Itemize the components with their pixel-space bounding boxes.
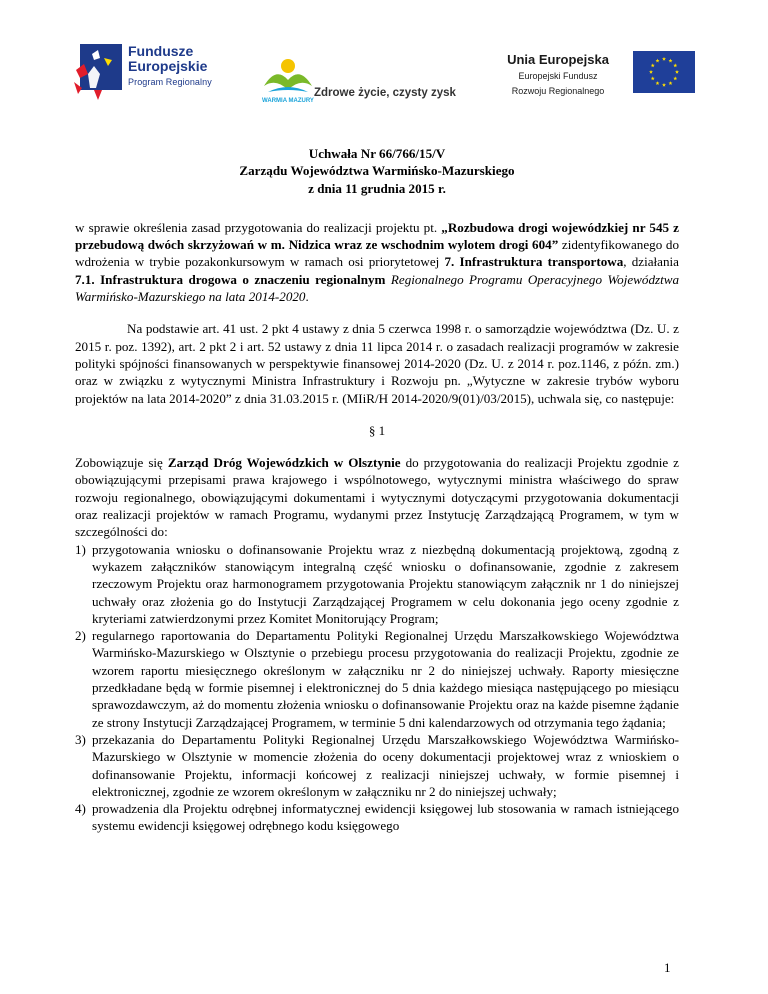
eu-logo-text xyxy=(496,52,620,97)
list-item xyxy=(75,627,679,731)
intro-text-1: Zobowiązuje się xyxy=(75,455,168,471)
document-body xyxy=(75,145,679,835)
list-item xyxy=(75,541,679,627)
subject-text-2: zidentyfikowanego do wdrożenia w trybie pozakonkursowym w ramach osi priorytetowej xyxy=(75,237,679,270)
warmia-mazury-icon xyxy=(258,52,318,108)
subject-text-1: w sprawie określenia zasad przygotowania do realizacji projektu pt. xyxy=(75,219,442,235)
doc-title-number: Uchwała Nr 66/766/15/V xyxy=(308,146,446,161)
list-item-number: 2) xyxy=(75,628,86,644)
list-item-text: prowadzenia dla Projektu odrębnej informatycznej ewidencji księgowej lub stosowania w ramach istniejącego systemu ewidencji księgowej odrębnego kodu księgowego xyxy=(92,801,679,834)
doc-title-date: z dnia 11 grudnia 2015 r. xyxy=(308,180,446,196)
list-item-text: przekazania do Departamentu Polityki Regionalnej Urzędu Marszałkowskiego Województwa Warmińsko-Mazurskiego w Olsztynie w momencie złożenia do oceny dokumentacji projektowej wraz z wnioskiem o dofinansowanie Projektu, informacji końcowej z realizacji niniejszej uchwały, w formie pisemnej i elektronicznej, zgodnie ze wzorem określonym w załączniku nr 2 do niniejszej uchwały; xyxy=(92,731,679,799)
fe-logo-line1: Fundusze xyxy=(128,43,194,59)
warmia-mazury-logo xyxy=(258,52,318,108)
section-1-intro xyxy=(75,454,679,540)
doc-subject xyxy=(75,219,679,305)
wm-mark-text: WARMIA MAZURY xyxy=(262,98,314,104)
subject-text-3: , działania xyxy=(623,254,679,270)
doc-title-issuer: Zarządu Województwa Warmińsko-Mazurskiego xyxy=(239,163,515,179)
list-item-text: przygotowania wniosku o dofinansowanie Projektu wraz z niezbędną dokumentacją projektową, zgodną z wykazem załączników stanowiącym integralną część wniosku o dofinansowanie, zgodnie z zakresem rzeczowym Projektu oraz harmonogramem przygotowania Projektu stanowiącym załącznik nr 1 do niniejszej uchwały oraz złożenia go do Instytucji Zarządzającej Programem w celu dokonania jego oceny zgodnie z kryteriami zatwierdzonymi przez Komitet Monitorujący Program; xyxy=(92,541,679,626)
subject-programme: Regionalnego Programu Operacyjnego Województwa Warmińsko-Mazurskiego na lata 2014-2020 xyxy=(75,271,680,305)
fe-stars-icon xyxy=(74,44,122,102)
list-item xyxy=(75,731,679,800)
subject-project-title: „Rozbudowa drogi wojewódzkiej nr 545 z przebudową dwóch skrzyżowań w m. Nidzica wraz ze wschodnim wylotem drogi 604” xyxy=(75,219,679,253)
obligations-list xyxy=(75,541,679,835)
logo-bar xyxy=(0,0,768,130)
list-item-text: regularnego raportowania do Departamentu Polityki Regionalnej Urzędu Marszałkowskiego Województwa Warmińsko-Mazurskiego w Olsztynie o przebiegu procesu przygotowania do realizacji Projektu, zgodnie ze wzorem raportu miesięcznego określonym w załączniku nr 2 do niniejszej uchwały. Raporty miesięczne przedkładane będą w formie pisemnej i elektronicznej do 5 dnia każdego miesiąca następującego po miesiącu sprawozdawczym, aż do momentu złożenia wniosku o dofinansowanie Projektu oraz na każde pisemne żądanie ze strony Instytucji Zarządzającej Programem, w terminie 5 dni kalendarzowych od otrzymania tego żądania; xyxy=(92,628,679,730)
list-item xyxy=(75,800,679,835)
list-item-number: 3) xyxy=(75,731,86,747)
intro-text-2: do przygotowania do realizacji Projektu zgodnie z obowiązującymi przepisami prawa krajowego i wspólnotowego, wytycznymi ministra właściwego do spraw rozwoju regionalnego, obowiązującymi dokumentami i wytycznymi dotyczącymi przygotowania dokumentacji oraz realizacji projektów w ramach Programu, wydanymi przez Instytucję Zarządzającą Programem, w tym w szczególności do: xyxy=(75,455,679,540)
eu-name: Unia Europejska xyxy=(507,52,609,67)
subject-measure: 7.1. Infrastruktura drogowa o znaczeniu regionalnym xyxy=(75,271,386,287)
eu-flag-icon xyxy=(633,51,695,93)
intro-entity: Zarząd Dróg Wojewódzkich w Olsztynie xyxy=(167,455,401,471)
fe-logo-line2: Europejskie xyxy=(128,58,208,74)
doc-legal-basis: Na podstawie art. 41 ust. 2 pkt 4 ustawy z dnia 5 czerwca 1998 r. o samorządzie województwa (Dz. U. z 2015 r. poz. 1392), art. 2 pkt 2 i art. 52 ustawy z dnia 11 lipca 2014 r. o zasadach realizacji programów w zakresie polityki spójności finansowanych w perspektywie finansowej 2014-2020 (Dz. U. z 2014 r. poz.1146, z późn. zm.) oraz w związku z wytycznymi Ministra Infrastruktury i Rozwoju pn. „Wytyczne w zakresie trybów wyboru projektów na lata 2014-2020” z dnia 31.03.2015 r. (MIiR/H 2014-2020/9(01)/03/2015), uchwala się, co następuje: xyxy=(75,321,679,406)
fundusze-europejskie-logo xyxy=(74,44,224,106)
list-item-number: 1) xyxy=(75,541,86,557)
list-item-number: 4) xyxy=(75,801,86,817)
section-1-heading: § 1 xyxy=(368,422,386,438)
subject-text-5: . xyxy=(305,289,309,305)
page-number: 1 xyxy=(664,960,671,975)
eu-sub1: Europejski Fundusz xyxy=(518,71,598,81)
eu-sub2: Rozwoju Regionalnego xyxy=(511,86,605,96)
subject-priority-axis: 7. Infrastruktura transportowa xyxy=(444,254,624,270)
wm-slogan: Zdrowe życie, czysty zysk xyxy=(314,87,456,99)
fe-logo-sub: Program Regionalny xyxy=(128,77,212,87)
